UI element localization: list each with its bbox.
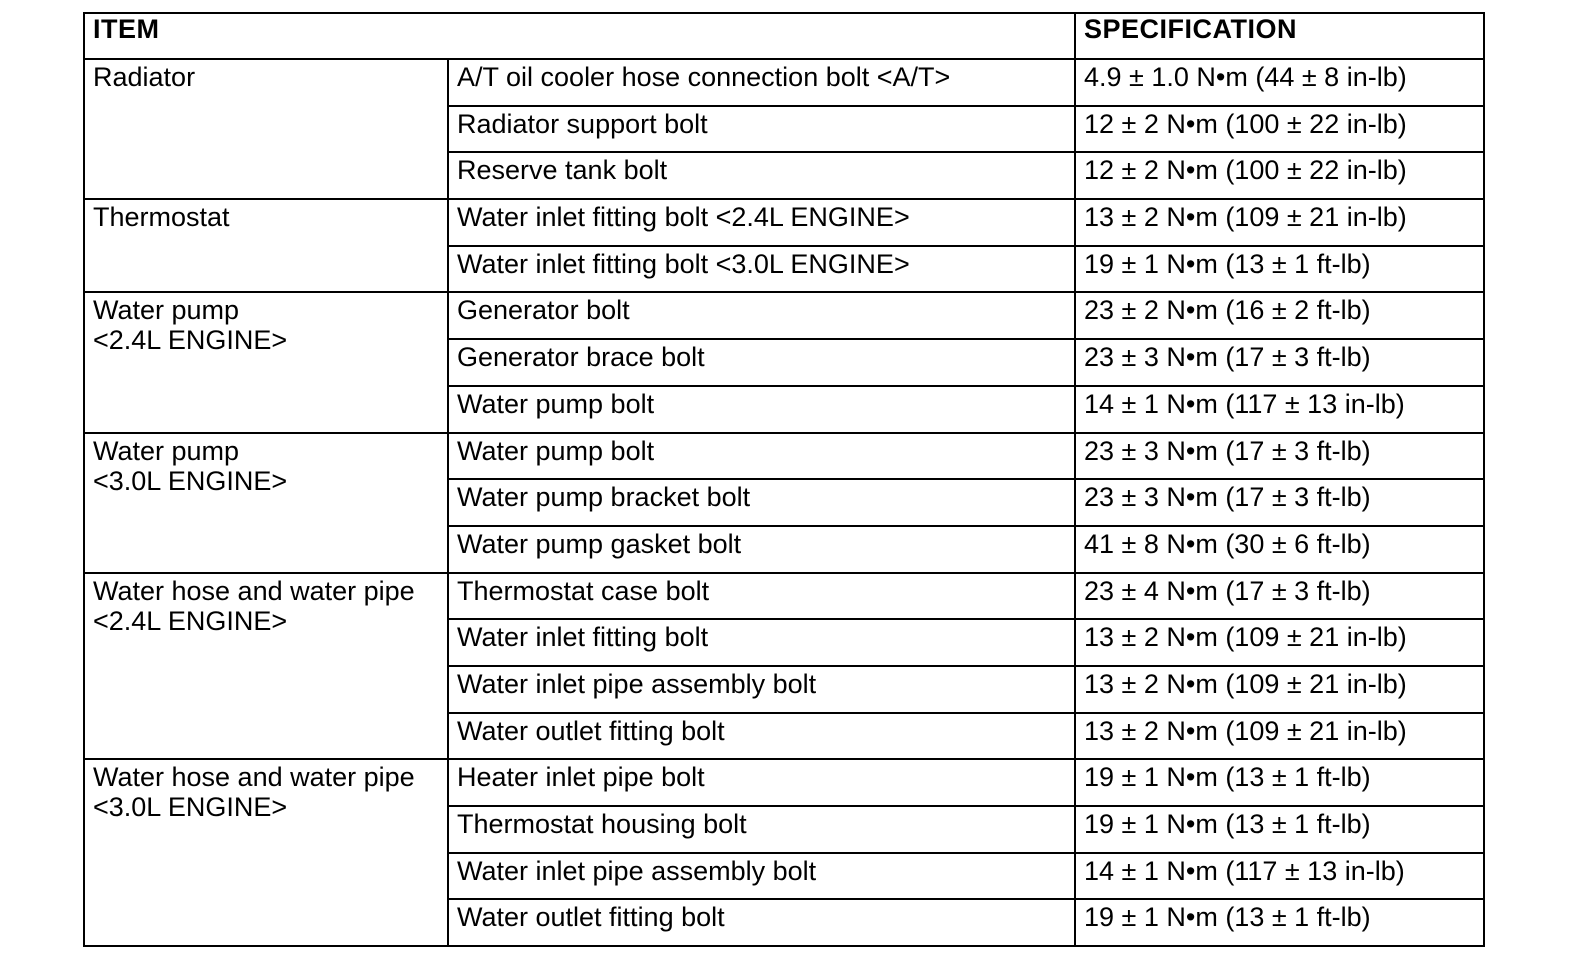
header-row (84, 13, 1484, 59)
part-cell: Water pump bolt (448, 386, 1075, 433)
part-cell: Generator bolt (448, 292, 1075, 339)
item-label: Water hose and water pipe (93, 575, 415, 606)
spec-cell: 23 ± 3 N•m (17 ± 3 ft-lb) (1075, 479, 1484, 526)
item-label: Water hose and water pipe (93, 762, 415, 793)
spec-cell: 12 ± 2 N•m (100 ± 22 in-lb) (1075, 152, 1484, 199)
part-cell: Water inlet fitting bolt <2.4L ENGINE> (448, 199, 1075, 246)
part-cell: Water outlet fitting bolt (448, 899, 1075, 946)
item-cell (84, 573, 448, 760)
part-cell: Thermostat case bolt (448, 573, 1075, 620)
part-cell: Water outlet fitting bolt (448, 713, 1075, 760)
part-cell: Water pump gasket bolt (448, 526, 1075, 573)
part-cell: Water inlet fitting bolt <3.0L ENGINE> (448, 246, 1075, 293)
table-body (84, 59, 1484, 946)
part-cell: Generator brace bolt (448, 339, 1075, 386)
item-label: <3.0L ENGINE> (93, 792, 288, 823)
spec-cell: 19 ± 1 N•m (13 ± 1 ft-lb) (1075, 759, 1484, 806)
part-cell: Water inlet fitting bolt (448, 619, 1075, 666)
item-label: <2.4L ENGINE> (93, 325, 288, 356)
spec-cell: 14 ± 1 N•m (117 ± 13 in-lb) (1075, 386, 1484, 433)
part-cell: Water pump bracket bolt (448, 479, 1075, 526)
spec-cell: 4.9 ± 1.0 N•m (44 ± 8 in-lb) (1075, 59, 1484, 106)
table-row (84, 59, 1484, 106)
table-row (84, 759, 1484, 806)
spec-cell: 23 ± 3 N•m (17 ± 3 ft-lb) (1075, 339, 1484, 386)
spec-cell: 23 ± 3 N•m (17 ± 3 ft-lb) (1075, 433, 1484, 480)
spec-cell: 12 ± 2 N•m (100 ± 22 in-lb) (1075, 106, 1484, 153)
part-cell: Water inlet pipe assembly bolt (448, 853, 1075, 900)
spec-cell: 14 ± 1 N•m (117 ± 13 in-lb) (1075, 853, 1484, 900)
spec-cell: 19 ± 1 N•m (13 ± 1 ft-lb) (1075, 806, 1484, 853)
part-cell: Water pump bolt (448, 433, 1075, 480)
spec-cell: 13 ± 2 N•m (109 ± 21 in-lb) (1075, 619, 1484, 666)
item-cell (84, 433, 448, 573)
item-label: Water pump (93, 435, 240, 466)
part-cell: Water inlet pipe assembly bolt (448, 666, 1075, 713)
part-cell: Reserve tank bolt (448, 152, 1075, 199)
spec-cell: 13 ± 2 N•m (109 ± 21 in-lb) (1075, 199, 1484, 246)
spec-cell: 13 ± 2 N•m (109 ± 21 in-lb) (1075, 666, 1484, 713)
table-row (84, 292, 1484, 339)
item-label: Radiator (93, 62, 196, 92)
item-cell (84, 759, 448, 946)
item-header: ITEM (84, 13, 1075, 59)
table-row (84, 573, 1484, 620)
item-label: <3.0L ENGINE> (93, 465, 288, 496)
spec-cell: 19 ± 1 N•m (13 ± 1 ft-lb) (1075, 246, 1484, 293)
part-cell: Thermostat housing bolt (448, 806, 1075, 853)
part-cell: A/T oil cooler hose connection bolt <A/T> (448, 59, 1075, 106)
item-cell (84, 59, 448, 199)
torque-spec-table (83, 12, 1485, 947)
spec-cell: 23 ± 2 N•m (16 ± 2 ft-lb) (1075, 292, 1484, 339)
item-label: <2.4L ENGINE> (93, 605, 288, 636)
part-cell: Radiator support bolt (448, 106, 1075, 153)
specification-header: SPECIFICATION (1075, 13, 1484, 59)
table-row (84, 199, 1484, 246)
item-label: Water pump (93, 295, 240, 326)
part-cell: Heater inlet pipe bolt (448, 759, 1075, 806)
item-cell (84, 292, 448, 432)
spec-cell: 19 ± 1 N•m (13 ± 1 ft-lb) (1075, 899, 1484, 946)
spec-cell: 23 ± 4 N•m (17 ± 3 ft-lb) (1075, 573, 1484, 620)
item-label: Thermostat (93, 202, 230, 233)
spec-cell: 13 ± 2 N•m (109 ± 21 in-lb) (1075, 713, 1484, 760)
spec-cell: 41 ± 8 N•m (30 ± 6 ft-lb) (1075, 526, 1484, 573)
item-cell (84, 199, 448, 292)
table-row (84, 433, 1484, 480)
